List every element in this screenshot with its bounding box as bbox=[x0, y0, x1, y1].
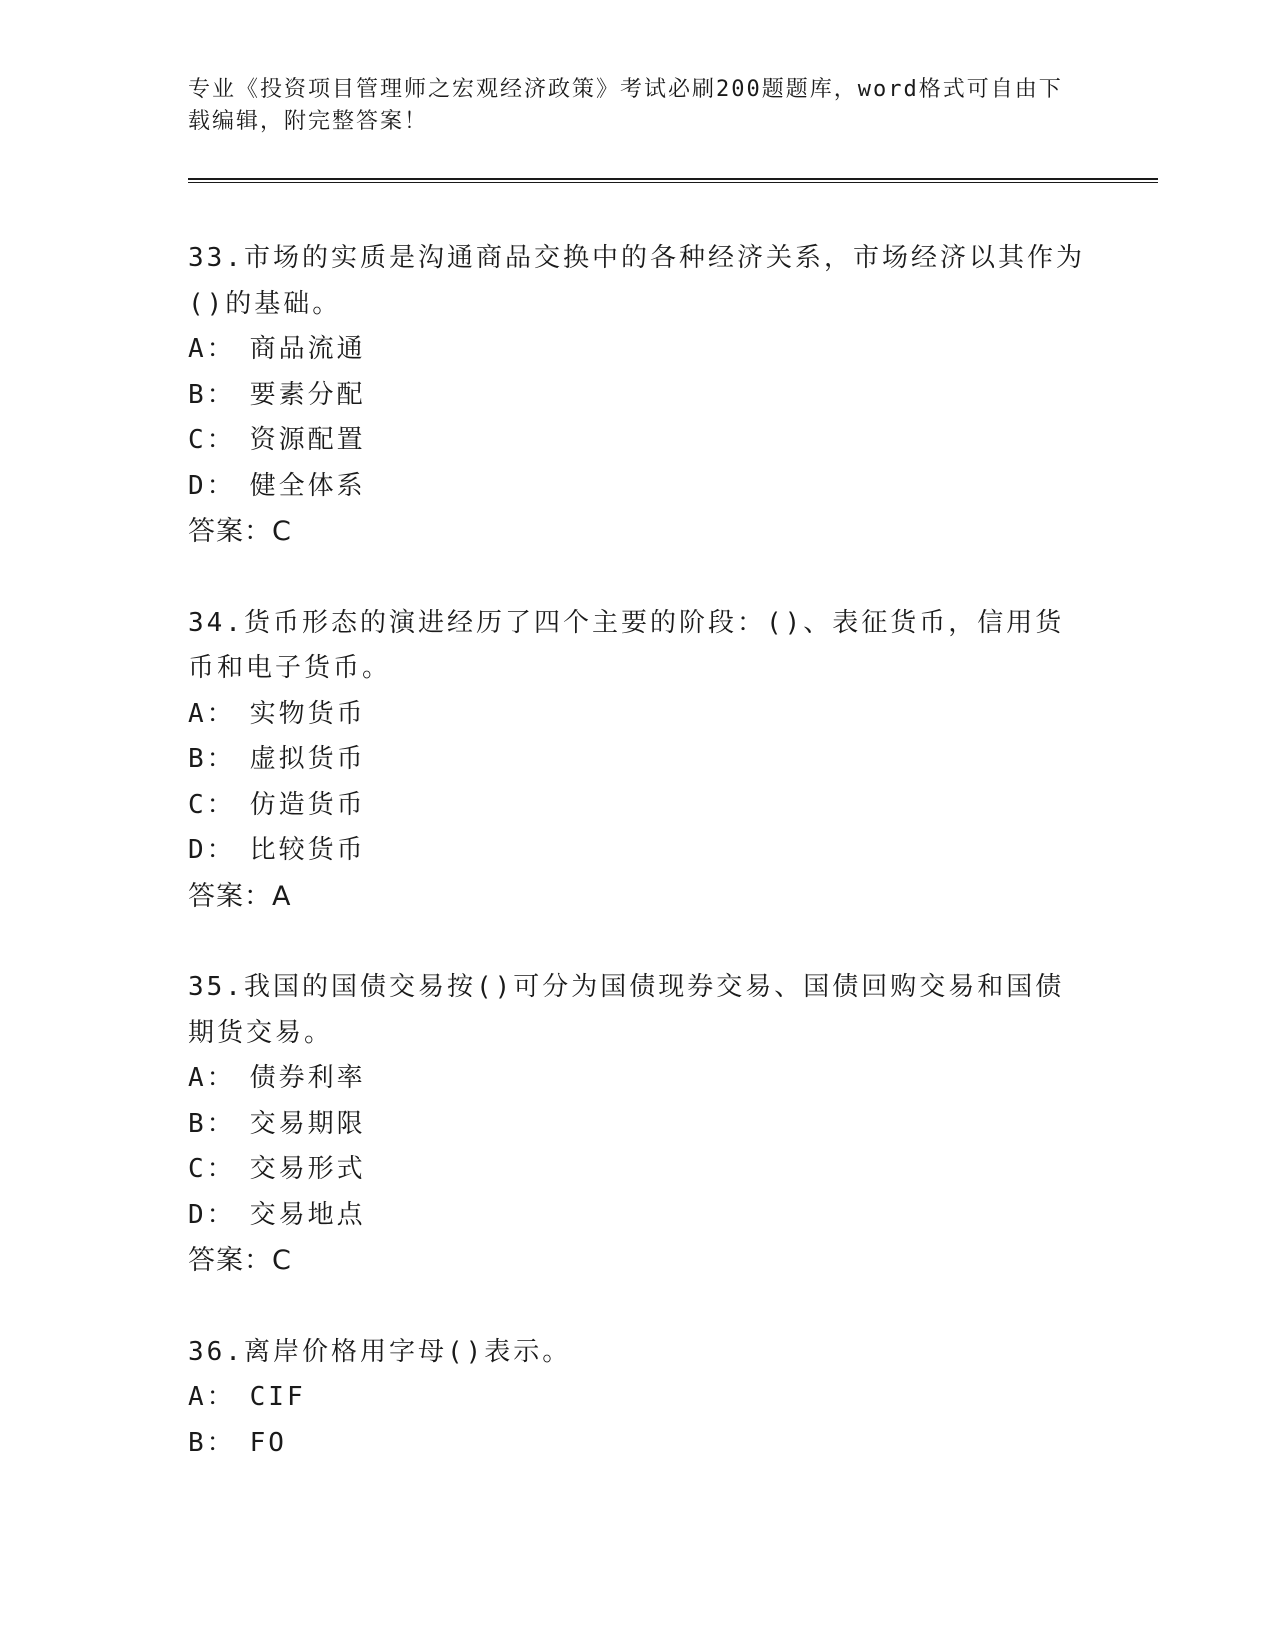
option-key: B： bbox=[188, 744, 236, 774]
option-text: 商品流通 bbox=[249, 334, 366, 364]
option-key: C： bbox=[188, 1154, 236, 1184]
question-34 bbox=[188, 601, 1088, 920]
option-key: C： bbox=[188, 789, 236, 820]
option-text: 交易形式 bbox=[249, 1154, 366, 1184]
question-list bbox=[188, 236, 1088, 1512]
question-text bbox=[188, 965, 1088, 1056]
option-key: D： bbox=[188, 835, 236, 865]
option-key: B： bbox=[188, 379, 236, 410]
option-key: C： bbox=[188, 425, 236, 455]
option-text: CIF bbox=[249, 1382, 306, 1412]
question-stem: 货币形态的演进经历了四个主要的阶段：()、表征货币，信用货币和电子货币。 bbox=[188, 607, 1065, 683]
option-text: 资源配置 bbox=[249, 425, 366, 455]
option-text: 债券利率 bbox=[249, 1063, 366, 1093]
option-text: 虚拟货币 bbox=[249, 744, 366, 774]
option-text: 交易期限 bbox=[249, 1108, 366, 1139]
option-d bbox=[188, 828, 1088, 874]
question-35 bbox=[188, 965, 1088, 1284]
option-text: 交易地点 bbox=[249, 1199, 366, 1230]
option-a bbox=[188, 692, 1088, 738]
option-a bbox=[188, 327, 1088, 373]
option-key: D： bbox=[188, 1199, 236, 1230]
question-number: 35. bbox=[188, 972, 244, 1002]
header-divider bbox=[188, 178, 1158, 183]
question-text bbox=[188, 236, 1088, 327]
option-key: D： bbox=[188, 470, 236, 501]
question-number: 33. bbox=[188, 243, 244, 273]
document-header: 专业《投资项目管理师之宏观经济政策》考试必刷200题题库，word格式可自由下载编辑，附完整答案！ bbox=[188, 77, 1063, 134]
option-key: A： bbox=[188, 1382, 236, 1412]
option-b bbox=[188, 373, 1088, 419]
option-key: A： bbox=[188, 698, 236, 729]
option-text: 要素分配 bbox=[249, 379, 366, 410]
answer-line: 答案：C bbox=[188, 1245, 292, 1276]
question-stem: 离岸价格用字母()表示。 bbox=[243, 1336, 572, 1367]
answer-line: 答案：C bbox=[188, 516, 292, 547]
question-stem: 市场的实质是沟通商品交换中的各种经济关系，市场经济以其作为()的基础。 bbox=[188, 243, 1085, 319]
answer-line: 答案：A bbox=[188, 880, 292, 912]
question-stem: 我国的国债交易按()可分为国债现券交易、国债回购交易和国债期货交易。 bbox=[188, 972, 1065, 1048]
option-key: A： bbox=[188, 334, 236, 364]
option-key: B： bbox=[188, 1427, 236, 1458]
option-c bbox=[188, 418, 1088, 464]
option-b bbox=[188, 737, 1088, 783]
option-key: B： bbox=[188, 1108, 236, 1139]
question-number: 36. bbox=[188, 1336, 244, 1367]
question-number: 34. bbox=[188, 607, 244, 638]
option-c bbox=[188, 1147, 1088, 1193]
option-d bbox=[188, 464, 1088, 510]
option-text: 仿造货币 bbox=[249, 789, 366, 820]
question-text bbox=[188, 601, 1088, 692]
question-33 bbox=[188, 236, 1088, 555]
option-b bbox=[188, 1421, 1088, 1467]
option-b bbox=[188, 1102, 1088, 1148]
option-text: FO bbox=[249, 1427, 287, 1458]
option-d bbox=[188, 1193, 1088, 1239]
option-a bbox=[188, 1056, 1088, 1102]
option-c bbox=[188, 783, 1088, 829]
option-text: 实物货币 bbox=[249, 698, 366, 729]
option-text: 比较货币 bbox=[249, 835, 366, 865]
option-a bbox=[188, 1375, 1088, 1421]
question-text bbox=[188, 1330, 1088, 1376]
question-36 bbox=[188, 1330, 1088, 1467]
option-text: 健全体系 bbox=[249, 470, 366, 501]
option-key: A： bbox=[188, 1063, 236, 1093]
